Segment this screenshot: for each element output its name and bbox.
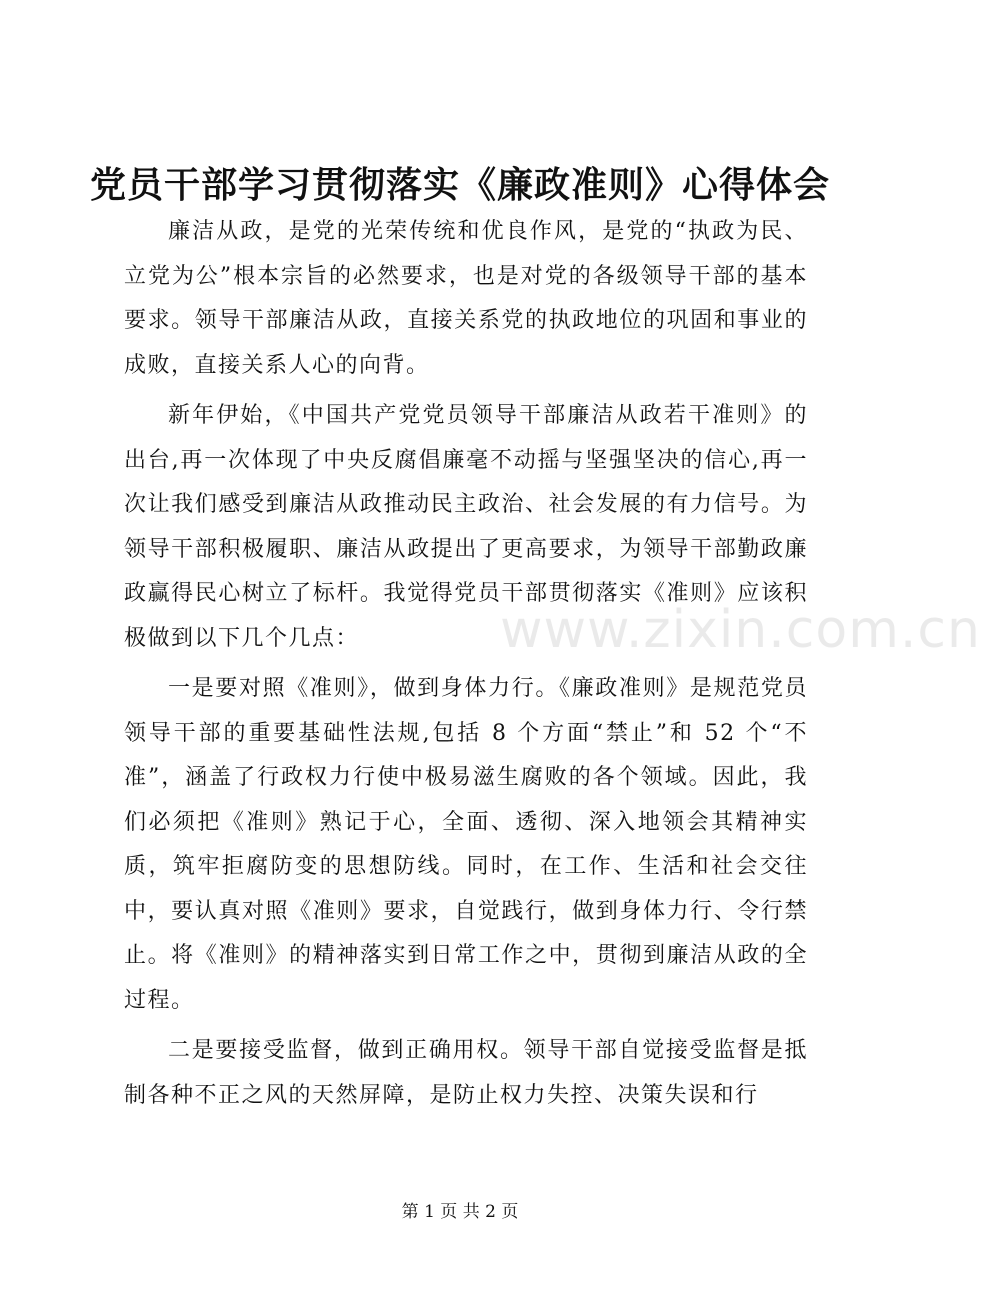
- document-body: [124, 210, 808, 1124]
- paragraph-1: 廉洁从政，是党的光荣传统和优良作风，是党的“执政为民、立党为公”根本宗旨的必然要求，也是对党的各级领导干部的基本要求。领导干部廉洁从政，直接关系党的执政地位的巩固和事业的成败，直接关系人心的向背。: [124, 219, 808, 378]
- watermark: www.zixin.com.cn: [500, 600, 981, 660]
- paragraph-3: 一是要对照《准则》，做到身体力行。《廉政准则》是规范党员领导干部的重要基础性法规,包括 8 个方面“禁止”和 52 个“不准”，涵盖了行政权力行使中极易滋生腐败的各个领域。因此，我们必须把《准则》熟记于心，全面、透彻、深入地领会其精神实质，筑牢拒腐防变的思想防线。同时，在工作、生活和社会交往中，要认真对照《准则》要求，自觉践行，做到身体力行、令行禁止。将《准则》的精神落实到日常工作之中，贯彻到廉洁从政的全过程。: [124, 676, 808, 1013]
- document-title: 党员干部学习贯彻落实《廉政准则》心得体会: [89, 164, 830, 206]
- paragraph-4: 二是要接受监督，做到正确用权。领导干部自觉接受监督是抵制各种不正之风的天然屏障，是防止权力失控、决策失误和行: [124, 1038, 808, 1108]
- paragraph-2: 新年伊始，《中国共产党党员领导干部廉洁从政若干准则》的出台,再一次体现了中央反腐倡廉毫不动摇与坚强坚决的信心,再一次让我们感受到廉洁从政推动民主政治、社会发展的有力信号。为领导干部积极履职、廉洁从政提出了更高要求，为领导干部勤政廉政赢得民心树立了标杆。我觉得党员干部贯彻落实《准则》应该积极做到以下几个几点：: [124, 403, 808, 651]
- page-footer: 第 1 页 共 2 页: [401, 1202, 519, 1222]
